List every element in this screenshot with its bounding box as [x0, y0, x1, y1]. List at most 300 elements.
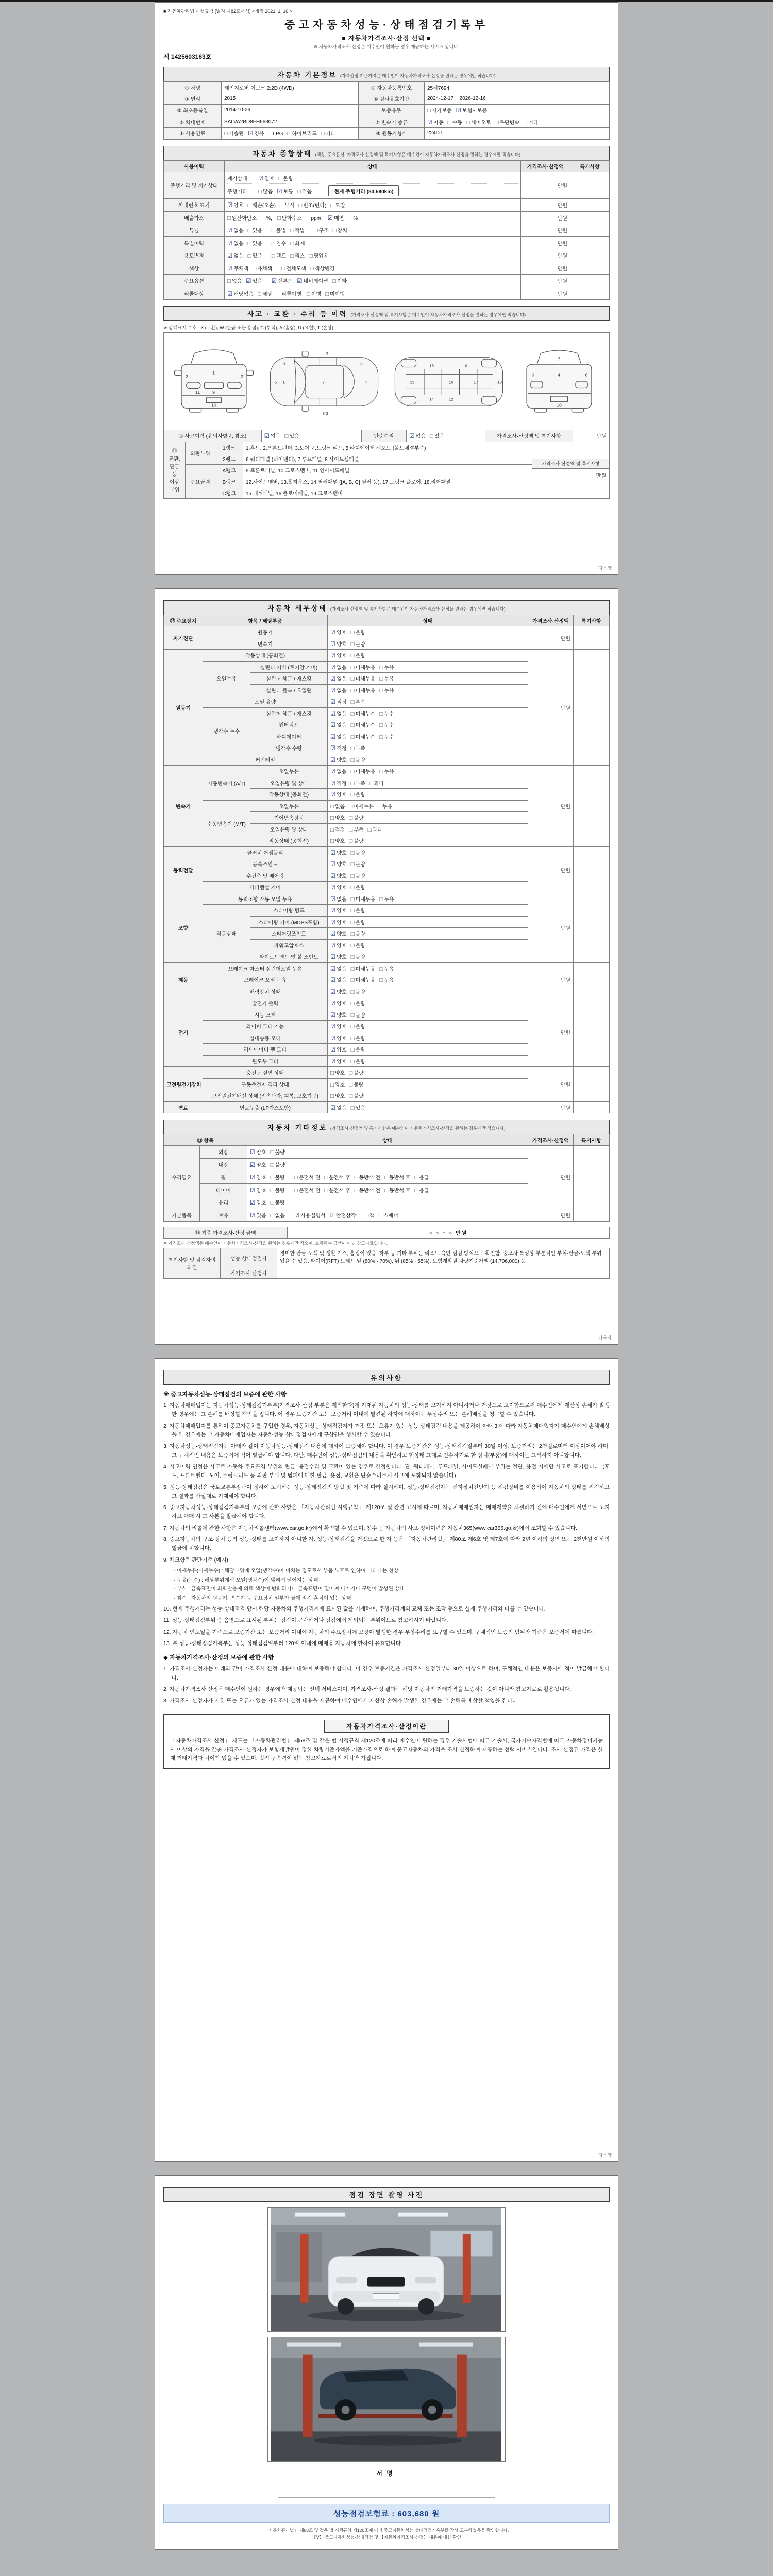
unchecked-box-icon: □	[314, 228, 318, 234]
checkbox-unchecked[interactable]: □ 무단변속	[495, 119, 520, 126]
checkbox-unchecked[interactable]: □ 과다	[367, 826, 382, 833]
checkbox-checked[interactable]: ☑ 있음	[246, 278, 262, 284]
checkbox-unchecked[interactable]: □ 누유	[379, 896, 394, 903]
checkbox-group	[330, 733, 398, 741]
checkbox-group	[330, 686, 398, 694]
item-label: 작동상태 (공회전)	[250, 789, 328, 801]
checkbox-unchecked[interactable]: □ 누유	[379, 977, 394, 984]
checkbox-checked[interactable]: ☑ 없음	[330, 965, 347, 972]
checkbox-unchecked[interactable]: □ 영업용	[309, 253, 329, 259]
checkbox-unchecked[interactable]: □ 불법	[271, 228, 287, 234]
checked-box-icon: ☑	[330, 942, 336, 949]
checkbox-unchecked[interactable]: □ 이행	[306, 291, 322, 297]
etc-group-label: 수리필요	[164, 1146, 200, 1209]
checkbox-unchecked[interactable]: □ 세미오토	[466, 119, 491, 126]
item-label: 워터펌프	[250, 719, 328, 731]
checkbox-unchecked[interactable]: □ 불량	[350, 1035, 365, 1042]
checkbox-unchecked[interactable]: □ 불량	[278, 175, 293, 182]
checkbox-unchecked[interactable]: □ 구조	[314, 228, 329, 234]
car-diagram-bottom	[387, 337, 511, 426]
item-state	[328, 707, 528, 719]
checkbox-checked[interactable]: ☑ 없음	[330, 1105, 347, 1111]
checkbox-unchecked[interactable]: □ 부족	[350, 780, 365, 787]
checkbox-unchecked[interactable]: □ 불량	[349, 815, 364, 821]
col-remarks: 특기사항	[570, 160, 610, 172]
checkbox-unchecked[interactable]: □ 양호	[330, 838, 345, 844]
checkbox-unchecked[interactable]: □ 있음	[247, 253, 262, 259]
checkbox-checked[interactable]: ☑ 양호	[330, 1024, 347, 1030]
checkbox-unchecked[interactable]: □ 전체도색	[281, 265, 306, 272]
checkbox-unchecked[interactable]: □ 불량	[270, 1200, 285, 1206]
checkbox-checked[interactable]: ☑ 사용설명서	[294, 1212, 326, 1219]
checkbox-checked[interactable]: ☑ 양호	[330, 792, 347, 798]
item-label: 와이퍼 모터 기능	[203, 1021, 328, 1032]
checkbox-unchecked[interactable]: □ 없음	[330, 803, 345, 810]
checkbox-unchecked[interactable]: □ 불량	[350, 861, 365, 868]
checkbox-group	[227, 201, 349, 209]
item-state	[328, 1090, 528, 1102]
item-state	[328, 835, 528, 847]
checkbox-checked[interactable]: ☑ 보통	[277, 189, 293, 195]
checkbox-checked[interactable]: ☑ 양호	[330, 1012, 347, 1019]
checkbox-checked[interactable]: ☑ 없음	[227, 228, 244, 234]
checkbox-unchecked[interactable]: □ 불량	[349, 1070, 364, 1076]
checkbox-unchecked[interactable]: □ 누수	[379, 734, 394, 740]
checkbox-checked[interactable]: ☑ 무채색	[227, 265, 249, 272]
checkbox-unchecked[interactable]: □ 미세누수	[350, 722, 376, 728]
unchecked-box-icon: □	[330, 803, 334, 810]
item-label: 타이로드엔드 및 볼 조인트	[250, 951, 328, 963]
svg-text:5: 5	[275, 380, 277, 385]
checkbox-checked[interactable]: ☑ 보험사보증	[456, 108, 488, 114]
opinion-section-label: 특기사항 및 점검자의 의견	[164, 1248, 221, 1279]
checkbox-checked[interactable]: ☑ 없음	[227, 240, 244, 247]
checkbox-checked[interactable]: ☑ 해당없음	[227, 291, 254, 297]
checked-box-icon: ☑	[227, 265, 233, 272]
checkbox-unchecked[interactable]: □ 탄화수소	[277, 215, 302, 222]
section-bar-etc: 자동차 기타정보 (가격조사·산정액 및 특기사항은 매수인이 자동차가격조사·산정을 원하는 경우에만 적습니다)	[163, 1120, 610, 1134]
etc-price: 만원	[528, 1146, 574, 1209]
group-remarks	[574, 1101, 610, 1113]
checkbox-unchecked[interactable]: □ 운전석 후	[324, 1187, 350, 1194]
svg-text:18: 18	[497, 380, 502, 385]
unchecked-box-icon: □	[350, 1105, 355, 1111]
checkbox-checked[interactable]: ☑ 양호	[227, 202, 244, 209]
overall-row-remarks	[570, 172, 610, 199]
checkbox-checked[interactable]: ☑ 양호	[250, 1175, 266, 1181]
checkbox-unchecked[interactable]: □ 미세누수	[350, 710, 376, 717]
checkbox-unchecked[interactable]: □ 불량	[350, 885, 365, 891]
item-label: 오일유량 및 상태	[250, 823, 328, 835]
checkbox-unchecked[interactable]: □ 화재	[290, 240, 305, 247]
checkbox-group	[330, 837, 368, 845]
checkbox-unchecked[interactable]: □ 적음	[297, 189, 312, 195]
checked-box-icon: ☑	[330, 850, 336, 856]
unchecked-box-icon: □	[379, 687, 383, 694]
checkbox-checked[interactable]: ☑ 양호	[330, 641, 347, 648]
checkbox-unchecked[interactable]: □ 있음	[350, 1105, 365, 1111]
checkbox-unchecked[interactable]: □ 불량	[350, 954, 365, 960]
accident-history-table	[163, 430, 610, 442]
checkbox-unchecked[interactable]: □ 누유	[379, 965, 394, 972]
checkbox-checked[interactable]: ☑ 양호	[330, 919, 347, 926]
checkbox-checked[interactable]: ☑ 양호	[330, 630, 347, 636]
checkbox-checked[interactable]: ☑ 없음	[330, 710, 347, 717]
checkbox-unchecked[interactable]: □ 불량	[350, 931, 365, 937]
car-diagram-front	[166, 337, 261, 426]
svg-text:19: 19	[463, 363, 468, 368]
item-state	[328, 928, 528, 940]
checkbox-checked[interactable]: ☑ 안전삼각대	[329, 1212, 361, 1219]
rank-label: B랭크	[215, 476, 243, 487]
checkbox-unchecked[interactable]: □ 미세누유	[350, 977, 376, 984]
checkbox-unchecked[interactable]: □ 하이브리드	[287, 131, 317, 137]
item-state	[328, 638, 528, 650]
next-page-marker[interactable]: 다음장	[598, 1335, 612, 1341]
inline-text: ppm,	[311, 215, 323, 222]
field-label: 보증유무	[359, 105, 425, 116]
checkbox-checked[interactable]: ☑ 양호	[330, 850, 347, 856]
checkbox-unchecked[interactable]: □ 누유	[379, 687, 394, 694]
checkbox-unchecked[interactable]: □ 미세누유	[350, 687, 376, 694]
checkbox-group	[330, 1092, 368, 1100]
checkbox-unchecked[interactable]: □ 적법	[290, 228, 305, 234]
col-price: 가격조사·산정액	[521, 160, 570, 172]
checkbox-unchecked[interactable]: □ 불량	[270, 1149, 285, 1156]
checkbox-unchecked[interactable]: □ 불량	[270, 1187, 285, 1194]
checkbox-unchecked[interactable]: □ 해당	[257, 291, 273, 297]
checkbox-checked[interactable]: ☑ 양호	[330, 908, 347, 914]
unchecked-box-icon: □	[384, 1187, 389, 1194]
checkbox-checked[interactable]: ☑ 없음	[409, 433, 426, 439]
checkbox-unchecked[interactable]: □ 불량	[350, 873, 365, 879]
checkbox-checked[interactable]: ☑ 없음	[264, 433, 281, 439]
checkbox-checked[interactable]: ☑ 양호	[330, 1058, 347, 1065]
price-survey-definition-box	[163, 1714, 610, 1769]
checkbox-checked[interactable]: ☑ 없음	[330, 896, 347, 903]
checkbox-checked[interactable]: ☑ 양호	[330, 1035, 347, 1042]
checkbox-unchecked[interactable]: □ 누유	[379, 664, 394, 671]
checked-box-icon: ☑	[294, 1212, 300, 1219]
checkbox-unchecked[interactable]: □ 부식	[279, 202, 295, 209]
checkbox-unchecked[interactable]: □ 부족	[349, 826, 364, 833]
checkbox-unchecked[interactable]: □ 불량	[349, 1081, 364, 1088]
checkbox-unchecked[interactable]: □ 불량	[350, 653, 365, 659]
checkbox-unchecked[interactable]: □ 운전석 후	[324, 1175, 350, 1181]
checkbox-checked[interactable]: ☑ 없음	[330, 722, 347, 728]
checkbox-checked[interactable]: ☑ 양호	[330, 653, 347, 659]
checkbox-unchecked[interactable]: □ 불량	[350, 908, 365, 914]
checkbox-checked[interactable]: ☑ 양호	[250, 1149, 266, 1156]
checkbox-unchecked[interactable]: □ 변조(변타)	[298, 202, 327, 209]
checkbox-checked[interactable]: ☑ 양호	[330, 989, 347, 995]
checkbox-checked[interactable]: ☑ 양호	[330, 931, 347, 937]
notice-item: 9. 체크항목 판단기준 (예시)	[163, 1556, 228, 1563]
checked-box-icon: ☑	[330, 919, 336, 926]
svg-text:10: 10	[211, 402, 216, 408]
unchecked-box-icon: □	[379, 896, 383, 903]
notice-section2-title: ◆ 자동차가격조사·산정의 보증에 관한 사항	[163, 1655, 274, 1662]
checkbox-unchecked[interactable]: □ 누유	[379, 676, 394, 682]
checkbox-unchecked[interactable]: □ 유채색	[253, 265, 273, 272]
checkbox-unchecked[interactable]: □ 기타	[332, 278, 347, 284]
checkbox-unchecked[interactable]: □ 불량	[350, 1012, 365, 1019]
checkbox-group	[227, 277, 266, 285]
checkbox-unchecked[interactable]: □ 미세누수	[350, 734, 376, 740]
inspection-photo-lift	[267, 2337, 506, 2462]
overall-row-remarks	[570, 236, 610, 249]
checkbox-unchecked[interactable]: □ 미세누유	[350, 896, 376, 903]
checkbox-unchecked[interactable]: □ 불량	[350, 792, 365, 798]
checkbox-unchecked[interactable]: □ 장치	[332, 228, 348, 234]
checkbox-unchecked[interactable]: □ 운전석 전	[294, 1187, 321, 1194]
checkbox-unchecked[interactable]: □ 기타	[524, 119, 539, 126]
rank-label: 2랭크	[215, 453, 243, 464]
checkbox-checked[interactable]: ☑ 있음	[250, 1212, 266, 1219]
unchecked-box-icon: □	[227, 278, 231, 284]
overall-row-state	[225, 211, 521, 224]
checkbox-unchecked[interactable]: □ 누유	[377, 803, 393, 810]
checkbox-unchecked[interactable]: □ 침수	[271, 240, 287, 247]
signature-area[interactable]	[278, 2480, 495, 2498]
checkbox-checked[interactable]: ☑ 매연	[327, 215, 344, 222]
checkbox-group	[330, 674, 398, 683]
checkbox-group	[330, 918, 369, 926]
checkbox-unchecked[interactable]: □ 도말	[330, 202, 345, 209]
checked-box-icon: ☑	[330, 699, 336, 705]
checkbox-unchecked[interactable]: □ 미세누유	[350, 676, 376, 682]
checkbox-unchecked[interactable]: □ 응급	[414, 1187, 429, 1194]
checkbox-unchecked[interactable]: □ 렌트	[271, 253, 287, 259]
checkbox-unchecked[interactable]: □ 동반석 전	[354, 1187, 381, 1194]
checked-box-icon: ☑	[330, 653, 336, 659]
checkbox-unchecked[interactable]: □ 수동	[447, 119, 462, 126]
signature-label: 서명	[376, 2470, 397, 2477]
checkbox-unchecked[interactable]: □ 양호	[330, 1070, 345, 1076]
field-value: 2015	[222, 93, 359, 105]
row-sublabel: 주행거리	[227, 189, 247, 195]
checkbox-unchecked[interactable]: □ 동반석 후	[384, 1187, 411, 1194]
group-price: 만원	[528, 962, 574, 997]
field-value: SALVA2BD8FH663072	[222, 116, 359, 128]
unchecked-box-icon: □	[270, 1149, 274, 1156]
checkbox-checked[interactable]: ☑ 양호	[330, 873, 347, 879]
field-value: 2024-12-17 ~ 2026-12-16	[425, 93, 610, 105]
checkbox-unchecked[interactable]: □ 자가보증	[427, 108, 452, 114]
car-damage-diagrams	[163, 332, 610, 430]
unchecked-box-icon: □	[350, 710, 355, 717]
notice-item: 7. 자동차의 리콜에 관한 사항은 자동차리콜센터(www.car.go.kr)에서 확인할 수 있으며, 침수 등 자동차의 사고·정비이력은 자동차365(www.car365.go.kr)에서 조회할 수 있습니다.	[163, 1524, 577, 1531]
checkbox-group	[427, 118, 542, 126]
unchecked-box-icon: □	[354, 1175, 358, 1181]
checkbox-checked[interactable]: ☑ 양호	[330, 954, 347, 960]
document-subnote: ※ 자동차가격조사·산정은 매수인이 원하는 경우 제공하는 서비스 입니다.	[313, 44, 460, 49]
checked-box-icon: ☑	[330, 687, 336, 694]
checkbox-checked[interactable]: ☑ 없음	[330, 977, 347, 984]
svg-text:6: 6	[585, 372, 588, 378]
notice-item: 3. 가격조사·산정자가 거짓 또는 오류가 있는 가격조사·산정 내용을 제공하여 매수인에게 재산상 손해가 발생한 경우에는 그 손해를 배상할 책임을 집니다.	[163, 1698, 519, 1704]
checkbox-checked[interactable]: ☑ 없음	[330, 687, 347, 694]
group-price: 만원	[528, 1067, 574, 1102]
checkbox-unchecked[interactable]: □ 미세누유	[350, 664, 376, 671]
checkbox-group	[258, 174, 297, 182]
checkbox-group	[330, 1045, 369, 1054]
next-page-marker[interactable]: 다음장	[598, 566, 612, 571]
notice-subitem: - 누유(누수) : 해당부위에서 오일(냉각수)이 맺혀서 떨어지는 상태	[174, 1577, 318, 1583]
checkbox-checked[interactable]: ☑ 양호	[258, 175, 275, 182]
unchecked-box-icon: □	[287, 131, 291, 137]
definition-box-text: 「자동차가격조사·산정」 제도는 「자동차관리법」 제58조 및 같은 법 시행규칙 제120조에 따라 매수인이 원하는 경우 기술사법에 따른 기술사, 국가기술자격법에 따른 자동차정비기능사 이상의 자격을 갖춘 가격조사·산정자가 보험개발원이 정한 차량기준가액을 기준가격으로 하여 중고자동차의 가격을 조사·산정하여 제공하는 선택 서비스입니다. 조사·산정된 가격은 실제 거래가격과 차이가 있을 수 있으며, 법적 구속력이 없는 참고자료로서의 가치만 가집니다.	[170, 1737, 603, 1762]
checkbox-checked[interactable]: ☑ 양호	[330, 757, 347, 764]
checked-box-icon: ☑	[456, 108, 461, 114]
checkbox-unchecked[interactable]: □ 리스	[290, 253, 305, 259]
checkbox-checked[interactable]: ☑ 양호	[330, 861, 347, 868]
document-subtitle: ■ 자동차가격조사·산정 선택 ■	[342, 35, 431, 42]
checkbox-unchecked[interactable]: □ 잭	[365, 1212, 375, 1219]
checkbox-unchecked[interactable]: □ 불량	[350, 1001, 365, 1007]
unchecked-box-icon: □	[247, 253, 251, 259]
checked-box-icon: ☑	[427, 119, 433, 126]
checkbox-unchecked[interactable]: □ 불량	[350, 1047, 365, 1053]
checkbox-unchecked[interactable]: □ 응급	[414, 1175, 429, 1181]
checkbox-unchecked[interactable]: □ 있음	[247, 228, 262, 234]
checkbox-unchecked[interactable]: □ 불량	[270, 1175, 285, 1181]
item-label: 동력조향 작동 오일 누유	[203, 893, 328, 905]
checkbox-unchecked[interactable]: □ 있음	[247, 240, 262, 247]
checkbox-group	[330, 1011, 369, 1019]
checkbox-checked[interactable]: ☑ 적정	[330, 699, 347, 705]
checkbox-unchecked[interactable]: □ 기타	[321, 131, 336, 137]
notice-item: 13. 본 성능·상태점검기록부는 성능·상태점검일부터 120일 이내에 매매용 자동차에 한하여 유효합니다.	[163, 1640, 402, 1647]
unchecked-box-icon: □	[349, 815, 353, 821]
checkbox-checked[interactable]: ☑ 양호	[330, 1001, 347, 1007]
checkbox-unchecked[interactable]: □ 색상변경	[310, 265, 335, 272]
checkbox-checked[interactable]: ☑ 없음	[330, 664, 347, 671]
checkbox-unchecked[interactable]: □ 미이행	[325, 291, 345, 297]
item-label: 실린더 커버 (로커암 커버)	[250, 661, 328, 673]
checkbox-unchecked[interactable]: □ 누수	[379, 722, 394, 728]
checkbox-unchecked[interactable]: □ 양호	[330, 1093, 345, 1099]
checkbox-unchecked[interactable]: □ 가솔린	[224, 131, 244, 137]
checkbox-checked[interactable]: ☑ 없음	[330, 676, 347, 682]
checkbox-unchecked[interactable]: □ 양호	[330, 1081, 345, 1088]
document-title: 중고자동차성능·상태점검기록부	[284, 19, 489, 31]
checkbox-unchecked[interactable]: □ 과다	[369, 780, 384, 787]
checkbox-checked[interactable]: ☑ 없음	[227, 253, 244, 259]
accident-history-label: ⑩ 사고이력 (유의사항 4. 참조)	[164, 430, 262, 442]
checkbox-unchecked[interactable]: □ 불량	[270, 1162, 285, 1168]
checkbox-unchecked[interactable]: □ 많음	[258, 189, 273, 195]
notice-item: 11. 성능·상태점검부위 중 음영으로 표시된 부위는 점검이 곤란하거나 점검에서 제외되는 부위이므로 참고하시기 바랍니다.	[163, 1617, 448, 1624]
checkbox-checked[interactable]: ☑ 양호	[250, 1187, 266, 1194]
unchecked-box-icon: □	[270, 1162, 274, 1168]
section-bar-notice: 유의사항	[163, 1370, 610, 1385]
unchecked-box-icon: □	[350, 850, 355, 856]
checkbox-checked[interactable]: ☑ 경유	[247, 131, 264, 137]
item-label: 발전기 출력	[203, 997, 328, 1009]
checkbox-group	[328, 214, 348, 222]
item-label: 실린더 헤드 / 개스킷	[250, 707, 328, 719]
checkbox-unchecked[interactable]: □ 불량	[350, 942, 365, 949]
checkbox-unchecked[interactable]: □ 있음	[284, 433, 299, 439]
item-label: 구동축전지 격리 상태	[203, 1078, 328, 1090]
checkbox-unchecked[interactable]: □ 미세누유	[350, 965, 376, 972]
rank-price-cell: 가격조사·산정액 및 특기사항 만원	[532, 442, 610, 498]
checkbox-checked[interactable]: ☑ 자동	[427, 119, 444, 126]
checkbox-unchecked[interactable]: □ 불량	[350, 850, 365, 856]
item-state	[328, 916, 528, 928]
unchecked-box-icon: □	[297, 189, 301, 195]
checkbox-unchecked[interactable]: □ 스패너	[378, 1212, 398, 1219]
checked-box-icon: ☑	[330, 710, 336, 717]
unchecked-box-icon: □	[268, 131, 272, 137]
unchecked-box-icon: □	[350, 641, 355, 648]
checkbox-group	[258, 187, 316, 195]
checkbox-unchecked[interactable]: □ 없음	[227, 278, 242, 284]
checkbox-unchecked[interactable]: □ 있음	[429, 433, 445, 439]
checkbox-unchecked[interactable]: □ 미세누유	[349, 803, 374, 810]
checkbox-unchecked[interactable]: □ 불량	[350, 641, 365, 648]
checkbox-unchecked[interactable]: □ LPG	[268, 131, 283, 137]
checkbox-checked[interactable]: ☑ 양호	[330, 885, 347, 891]
item-state	[328, 696, 528, 708]
checkbox-unchecked[interactable]: □ 적정	[330, 826, 345, 833]
checkbox-unchecked[interactable]: □ 불량	[349, 838, 364, 844]
etc-item-label: 내장	[200, 1158, 247, 1171]
document-number: 제 1425603163호	[163, 53, 212, 60]
checkbox-unchecked[interactable]: □ 불량	[350, 1024, 365, 1030]
checkbox-checked[interactable]: ☑ 선루프	[271, 278, 293, 284]
checkbox-unchecked[interactable]: □ 일산화탄소	[227, 215, 257, 222]
etc-item-state	[247, 1209, 528, 1222]
checkbox-unchecked[interactable]: □ 동반석 전	[354, 1175, 381, 1181]
checked-box-icon: ☑	[264, 433, 270, 439]
checkbox-checked[interactable]: ☑ 양호	[330, 1047, 347, 1053]
checkbox-checked[interactable]: ☑ 적정	[330, 780, 347, 787]
checkbox-group	[294, 1173, 433, 1181]
checkbox-unchecked[interactable]: □ 양호	[330, 815, 345, 821]
overall-row-remarks	[570, 211, 610, 224]
checkbox-unchecked[interactable]: □ 불량	[349, 1093, 364, 1099]
checkbox-unchecked[interactable]: □ 불량	[350, 1058, 365, 1065]
checkbox-unchecked[interactable]: □ 불량	[350, 989, 365, 995]
svg-text:8: 8	[322, 411, 325, 416]
checkbox-checked[interactable]: ☑ 양호	[250, 1162, 266, 1168]
checkbox-checked[interactable]: ☑ 네비게이션	[297, 278, 328, 284]
checkbox-unchecked[interactable]: □ 부족	[350, 745, 365, 752]
checkbox-unchecked[interactable]: □ 누수	[379, 710, 394, 717]
checkbox-checked[interactable]: ☑ 없음	[330, 734, 347, 740]
unchecked-box-icon: □	[350, 965, 355, 972]
unchecked-box-icon: □	[290, 253, 294, 259]
checkbox-unchecked[interactable]: □ 운전석 전	[294, 1175, 321, 1181]
checkbox-unchecked[interactable]: □ 훼손(오손)	[247, 202, 276, 209]
checkbox-unchecked[interactable]: □ 미세누유	[350, 769, 376, 775]
next-page-marker[interactable]: 다음장	[598, 2153, 612, 2158]
checkbox-checked[interactable]: ☑ 양호	[250, 1200, 266, 1206]
checkbox-unchecked[interactable]: □ 불량	[350, 630, 365, 636]
checkbox-unchecked[interactable]: □ 동반석 후	[384, 1175, 411, 1181]
checkbox-checked[interactable]: ☑ 없음	[330, 769, 347, 775]
checkbox-checked[interactable]: ☑ 양호	[330, 942, 347, 949]
checkbox-unchecked[interactable]: □ 누유	[379, 769, 394, 775]
checkbox-unchecked[interactable]: □ 불량	[350, 757, 365, 764]
checkbox-unchecked[interactable]: □ 부족	[350, 699, 365, 705]
checkbox-checked[interactable]: ☑ 적정	[330, 745, 347, 752]
checkbox-unchecked[interactable]: □ 불량	[350, 919, 365, 926]
item-label: 고전원전기배선 상태 (접속단자, 피복, 보호기구)	[203, 1090, 328, 1102]
checkbox-unchecked[interactable]: □ 없음	[270, 1212, 285, 1219]
